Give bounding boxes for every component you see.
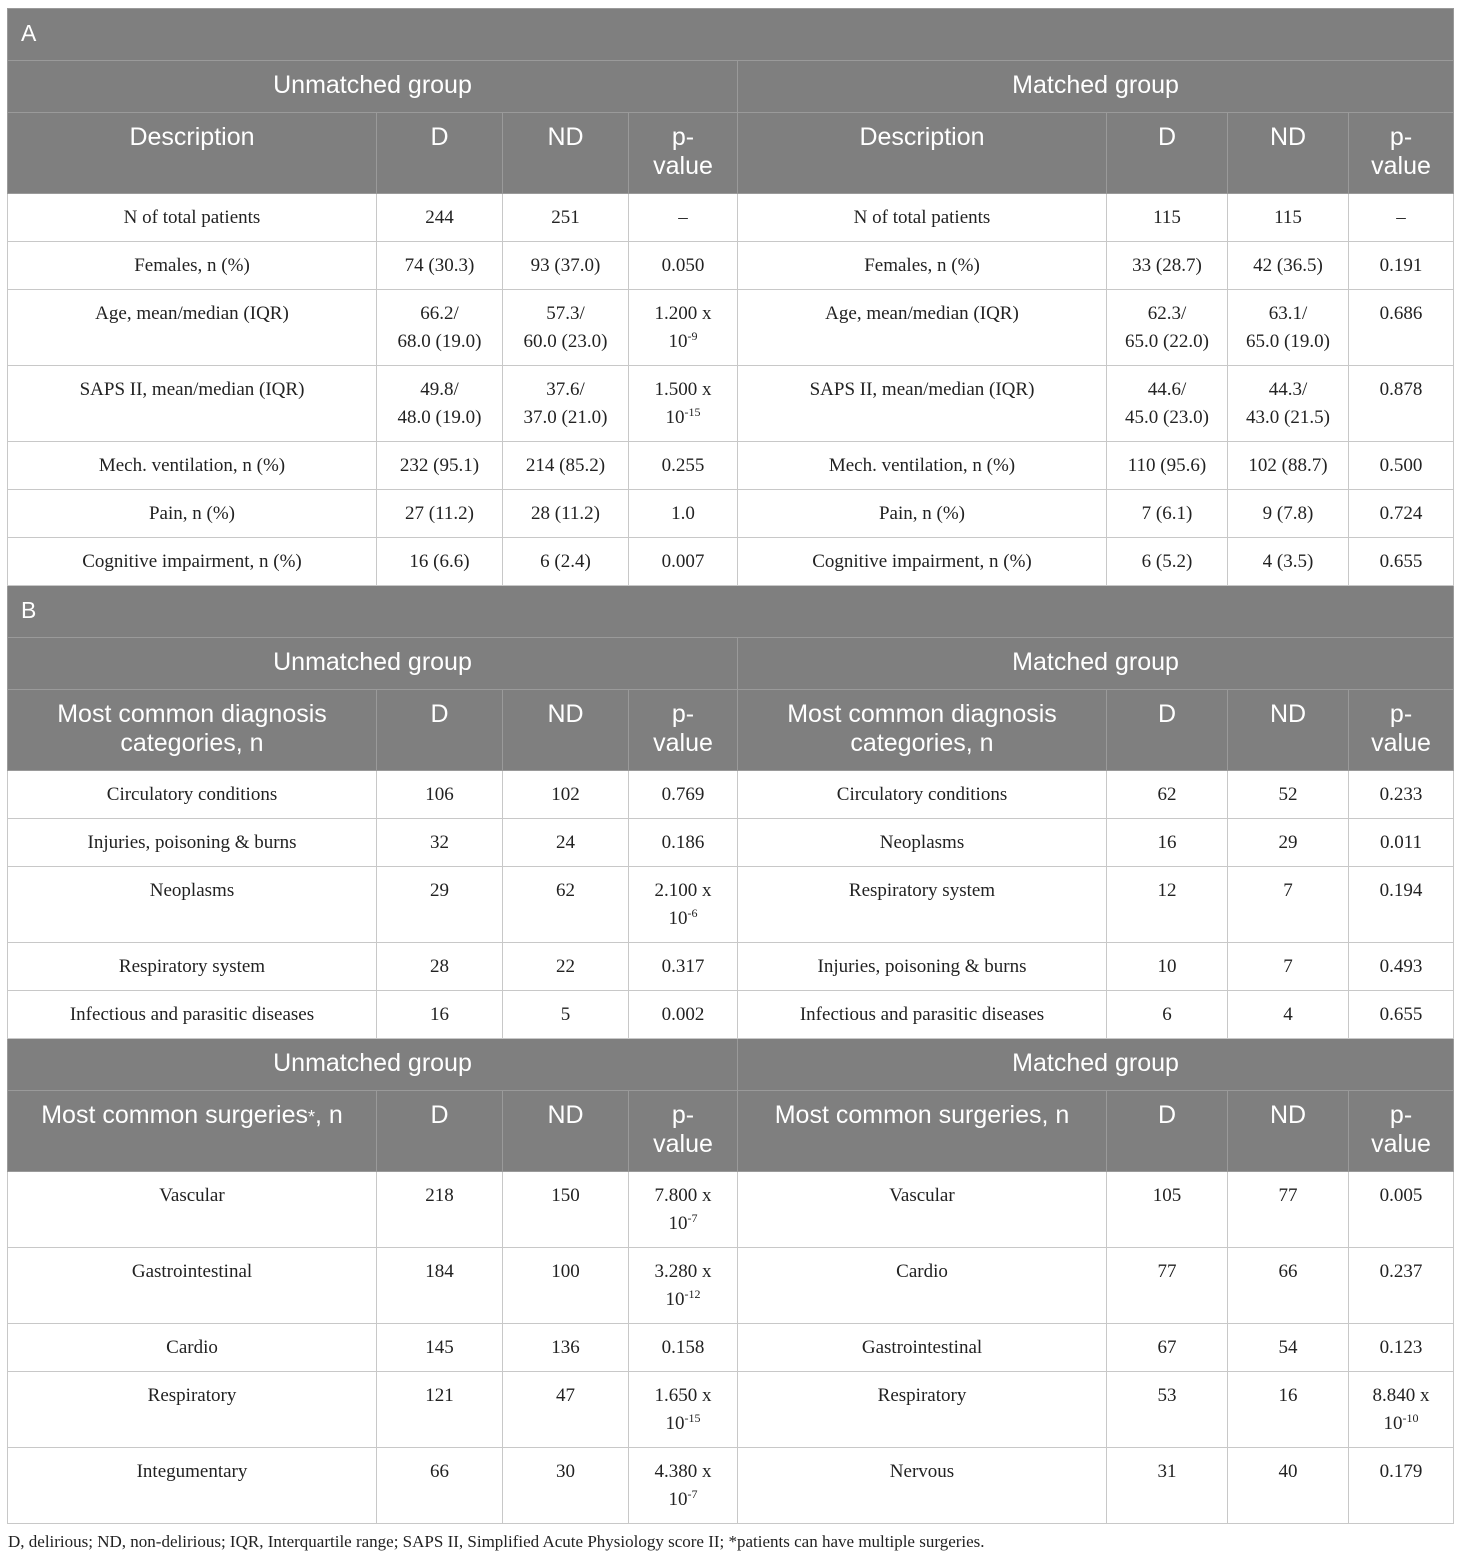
row-label: Age, mean/median (IQR) [738, 290, 1107, 366]
cell-nd: 62 [503, 867, 629, 943]
row-label: Circulatory conditions [8, 771, 377, 819]
cell-nd: 40 [1228, 1448, 1349, 1524]
row-label: Integumentary [8, 1448, 377, 1524]
cell-d: 67 [1107, 1324, 1228, 1372]
cell-d: 7 (6.1) [1107, 490, 1228, 538]
row-label: Nervous [738, 1448, 1107, 1524]
cell-d: 121 [377, 1372, 503, 1448]
cell-nd: 136 [503, 1324, 629, 1372]
cell-p-value: 0.186 [629, 819, 738, 867]
cell-p-value: – [1349, 194, 1454, 242]
cell-d: 27 (11.2) [377, 490, 503, 538]
cell-nd: 24 [503, 819, 629, 867]
cell-d: 29 [377, 867, 503, 943]
cell-d: 28 [377, 943, 503, 991]
cell-d: 115 [1107, 194, 1228, 242]
row-label: Vascular [8, 1172, 377, 1248]
cell-nd: 7 [1228, 943, 1349, 991]
col-header-nd: ND [1228, 1091, 1349, 1172]
cell-p-value: 3.280 x $10^{-12}$ [629, 1248, 738, 1324]
cell-nd: 214 (85.2) [503, 442, 629, 490]
cell-nd: 30 [503, 1448, 629, 1524]
cell-nd: 100 [503, 1248, 629, 1324]
cell-d: 184 [377, 1248, 503, 1324]
table-row [8, 943, 1454, 991]
row-label: Females, n (%) [738, 242, 1107, 290]
row-label: Mech. ventilation, n (%) [738, 442, 1107, 490]
row-label: Injuries, poisoning & burns [8, 819, 377, 867]
col-header-diagnosis: Most common diagnosis categories, n [8, 690, 377, 771]
cell-p-value: 2.100 x $10^{-6}$ [629, 867, 738, 943]
cell-d: 49.8/ 48.0 (19.0) [377, 366, 503, 442]
cell-p-value: 0.237 [1349, 1248, 1454, 1324]
cell-d: 12 [1107, 867, 1228, 943]
cell-d: 16 [1107, 819, 1228, 867]
cell-d: 6 [1107, 991, 1228, 1039]
table-row [8, 1448, 1454, 1524]
table-row [8, 538, 1454, 586]
cell-nd: 22 [503, 943, 629, 991]
col-header-p-value: p- value [629, 113, 738, 194]
table-row [8, 1372, 1454, 1448]
row-label: Age, mean/median (IQR) [8, 290, 377, 366]
cell-p-value: 4.380 x $10^{-7}$ [629, 1448, 738, 1524]
matched-group-header: Matched group [738, 61, 1454, 113]
cell-d: 33 (28.7) [1107, 242, 1228, 290]
cell-p-value: 0.179 [1349, 1448, 1454, 1524]
cell-p-value: 0.493 [1349, 943, 1454, 991]
col-header-p-value: p- value [1349, 690, 1454, 771]
cell-nd: 52 [1228, 771, 1349, 819]
col-header-nd: ND [503, 690, 629, 771]
cell-d: 244 [377, 194, 503, 242]
cell-p-value: 0.878 [1349, 366, 1454, 442]
cell-p-value: 0.007 [629, 538, 738, 586]
cell-d: 44.6/ 45.0 (23.0) [1107, 366, 1228, 442]
row-label: Gastrointestinal [738, 1324, 1107, 1372]
cell-nd: 150 [503, 1172, 629, 1248]
cell-nd: 29 [1228, 819, 1349, 867]
cell-p-value: 0.655 [1349, 991, 1454, 1039]
row-label: Cognitive impairment, n (%) [8, 538, 377, 586]
cell-d: 145 [377, 1324, 503, 1372]
unmatched-group-header: Unmatched group [8, 638, 738, 690]
row-label: Circulatory conditions [738, 771, 1107, 819]
col-header-d: D [1107, 690, 1228, 771]
row-label: Mech. ventilation, n (%) [8, 442, 377, 490]
cell-d: 10 [1107, 943, 1228, 991]
cell-nd: 102 (88.7) [1228, 442, 1349, 490]
patient-characteristics-table [7, 8, 1454, 1524]
row-label: Respiratory [8, 1372, 377, 1448]
cell-nd: 77 [1228, 1172, 1349, 1248]
row-label: Females, n (%) [8, 242, 377, 290]
matched-group-header: Matched group [738, 1039, 1454, 1091]
cell-d: 6 (5.2) [1107, 538, 1228, 586]
row-label: Infectious and parasitic diseases [738, 991, 1107, 1039]
cell-p-value: 0.002 [629, 991, 738, 1039]
col-header-surgeries: Most common surgeries, n [738, 1091, 1107, 1172]
unmatched-group-header: Unmatched group [8, 1039, 738, 1091]
cell-p-value: 0.050 [629, 242, 738, 290]
table-row [8, 1324, 1454, 1372]
col-header-p-value: p- value [1349, 1091, 1454, 1172]
row-label: Pain, n (%) [8, 490, 377, 538]
cell-nd: 5 [503, 991, 629, 1039]
col-header-p-value: p- value [629, 690, 738, 771]
cell-d: 62.3/ 65.0 (22.0) [1107, 290, 1228, 366]
cell-d: 32 [377, 819, 503, 867]
row-label: Neoplasms [8, 867, 377, 943]
row-label: Cardio [738, 1248, 1107, 1324]
cell-nd: 93 (37.0) [503, 242, 629, 290]
cell-p-value: 1.650 x $10^{-15}$ [629, 1372, 738, 1448]
cell-p-value: 0.500 [1349, 442, 1454, 490]
table-footnote: D, delirious; ND, non-delirious; IQR, Interquartile range; SAPS II, Simplified Acute Physiology score II; *patients can have multiple surgeries. [8, 1532, 985, 1551]
cell-d: 110 (95.6) [1107, 442, 1228, 490]
cell-d: 62 [1107, 771, 1228, 819]
cell-nd: 251 [503, 194, 629, 242]
cell-p-value: 0.686 [1349, 290, 1454, 366]
cell-nd: 7 [1228, 867, 1349, 943]
cell-p-value: 1.500 x $10^{-15}$ [629, 366, 738, 442]
cell-p-value: 0.317 [629, 943, 738, 991]
cell-nd: 28 (11.2) [503, 490, 629, 538]
table-row [8, 366, 1454, 442]
cell-p-value: 0.724 [1349, 490, 1454, 538]
cell-d: 218 [377, 1172, 503, 1248]
cell-d: 53 [1107, 1372, 1228, 1448]
cell-d: 66.2/ 68.0 (19.0) [377, 290, 503, 366]
cell-p-value: 0.655 [1349, 538, 1454, 586]
cell-d: 66 [377, 1448, 503, 1524]
cell-p-value: 0.123 [1349, 1324, 1454, 1372]
table-row [8, 867, 1454, 943]
cell-d: 105 [1107, 1172, 1228, 1248]
cell-p-value: 0.158 [629, 1324, 738, 1372]
table-row [8, 242, 1454, 290]
cell-p-value: 1.200 x $10^{-9}$ [629, 290, 738, 366]
row-label: Respiratory system [738, 867, 1107, 943]
col-header-d: D [377, 690, 503, 771]
cell-nd: 4 [1228, 991, 1349, 1039]
table-row [8, 1172, 1454, 1248]
cell-nd: 42 (36.5) [1228, 242, 1349, 290]
cell-d: 16 (6.6) [377, 538, 503, 586]
table-row [8, 442, 1454, 490]
row-label: Respiratory system [8, 943, 377, 991]
col-header-diagnosis: Most common diagnosis categories, n [738, 690, 1107, 771]
col-header-description: Description [738, 113, 1107, 194]
table-row [8, 490, 1454, 538]
cell-nd: 66 [1228, 1248, 1349, 1324]
table-row [8, 819, 1454, 867]
row-label: Gastrointestinal [8, 1248, 377, 1324]
row-label: Infectious and parasitic diseases [8, 991, 377, 1039]
row-label: SAPS II, mean/median (IQR) [738, 366, 1107, 442]
table-row [8, 991, 1454, 1039]
cell-nd: 4 (3.5) [1228, 538, 1349, 586]
col-header-nd: ND [503, 1091, 629, 1172]
unmatched-group-header: Unmatched group [8, 61, 738, 113]
cell-d: 16 [377, 991, 503, 1039]
cell-p-value: 8.840 x $10^{-10}$ [1349, 1372, 1454, 1448]
cell-d: 31 [1107, 1448, 1228, 1524]
row-label: Cardio [8, 1324, 377, 1372]
section-a-label: A [8, 9, 1454, 61]
cell-nd: 9 (7.8) [1228, 490, 1349, 538]
col-header-nd: ND [1228, 690, 1349, 771]
cell-p-value: – [629, 194, 738, 242]
row-label: Vascular [738, 1172, 1107, 1248]
cell-p-value: 0.011 [1349, 819, 1454, 867]
cell-d: 74 (30.3) [377, 242, 503, 290]
cell-d: 232 (95.1) [377, 442, 503, 490]
col-header-nd: ND [1228, 113, 1349, 194]
col-header-description: Description [8, 113, 377, 194]
table-row [8, 1248, 1454, 1324]
table-row [8, 194, 1454, 242]
row-label: Injuries, poisoning & burns [738, 943, 1107, 991]
table-row [8, 290, 1454, 366]
section-b-label: B [8, 586, 1454, 638]
cell-p-value: 0.769 [629, 771, 738, 819]
cell-nd: 102 [503, 771, 629, 819]
table-row [8, 771, 1454, 819]
col-header-nd: ND [503, 113, 629, 194]
col-header-p-value: p- value [629, 1091, 738, 1172]
cell-nd: 47 [503, 1372, 629, 1448]
col-header-d: D [377, 113, 503, 194]
col-header-d: D [1107, 1091, 1228, 1172]
row-label: Cognitive impairment, n (%) [738, 538, 1107, 586]
col-header-surgeries: Most common surgeries*, n [8, 1091, 377, 1172]
cell-d: 106 [377, 771, 503, 819]
col-header-d: D [377, 1091, 503, 1172]
cell-p-value: 7.800 x $10^{-7}$ [629, 1172, 738, 1248]
cell-p-value: 0.255 [629, 442, 738, 490]
cell-p-value: 0.233 [1349, 771, 1454, 819]
cell-nd: 44.3/ 43.0 (21.5) [1228, 366, 1349, 442]
cell-p-value: 0.191 [1349, 242, 1454, 290]
cell-nd: 63.1/ 65.0 (19.0) [1228, 290, 1349, 366]
matched-group-header: Matched group [738, 638, 1454, 690]
row-label: N of total patients [8, 194, 377, 242]
cell-p-value: 1.0 [629, 490, 738, 538]
cell-p-value: 0.005 [1349, 1172, 1454, 1248]
col-header-p-value: p- value [1349, 113, 1454, 194]
cell-p-value: 0.194 [1349, 867, 1454, 943]
col-header-d: D [1107, 113, 1228, 194]
cell-nd: 6 (2.4) [503, 538, 629, 586]
cell-d: 77 [1107, 1248, 1228, 1324]
cell-nd: 37.6/ 37.0 (21.0) [503, 366, 629, 442]
row-label: N of total patients [738, 194, 1107, 242]
row-label: Neoplasms [738, 819, 1107, 867]
row-label: Pain, n (%) [738, 490, 1107, 538]
row-label: Respiratory [738, 1372, 1107, 1448]
cell-nd: 54 [1228, 1324, 1349, 1372]
row-label: SAPS II, mean/median (IQR) [8, 366, 377, 442]
cell-nd: 16 [1228, 1372, 1349, 1448]
cell-nd: 115 [1228, 194, 1349, 242]
cell-nd: 57.3/ 60.0 (23.0) [503, 290, 629, 366]
